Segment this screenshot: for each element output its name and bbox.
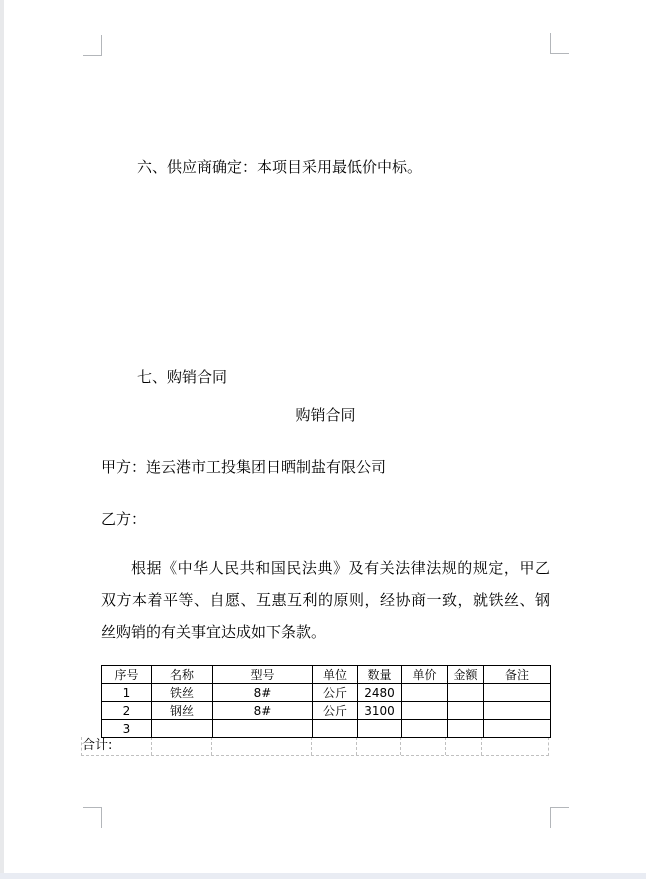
total-amount-cell[interactable]: [446, 737, 482, 755]
table-header-row: [102, 666, 551, 684]
margin-mark-top-left: [83, 35, 102, 56]
cell-unit-price[interactable]: [402, 684, 448, 702]
cell-name[interactable]: [152, 720, 213, 738]
total-unit-price-cell[interactable]: [401, 737, 447, 755]
cell-remarks[interactable]: [484, 702, 551, 720]
header-name[interactable]: 名称: [152, 666, 213, 684]
cell-model[interactable]: [213, 720, 313, 738]
header-quantity[interactable]: 数量: [358, 666, 402, 684]
total-remarks-cell[interactable]: [482, 737, 548, 755]
cell-amount[interactable]: [448, 702, 484, 720]
total-name-cell[interactable]: [152, 737, 213, 755]
cell-quantity[interactable]: [358, 720, 402, 738]
contract-title[interactable]: 购销合同: [295, 406, 356, 424]
header-unit-price[interactable]: 单价: [402, 666, 448, 684]
page-left-edge: [0, 0, 4, 879]
header-amount[interactable]: 金额: [448, 666, 484, 684]
cell-model[interactable]: 8#: [213, 702, 313, 720]
section-supplier-determination[interactable]: 六、供应商确定：本项目采用最低价中标。: [137, 158, 423, 176]
header-unit[interactable]: 单位: [313, 666, 358, 684]
cell-unit[interactable]: 公斤: [313, 702, 358, 720]
cell-amount[interactable]: [448, 720, 484, 738]
page-bottom-edge: [0, 873, 646, 879]
cell-unit-price[interactable]: [402, 720, 448, 738]
cell-remarks[interactable]: [484, 720, 551, 738]
section-contract-heading[interactable]: 七、购销合同: [137, 368, 228, 386]
cell-remarks[interactable]: [484, 684, 551, 702]
cell-quantity[interactable]: 3100: [358, 702, 402, 720]
cell-unit[interactable]: [313, 720, 358, 738]
cell-amount[interactable]: [448, 684, 484, 702]
cell-quantity[interactable]: 2480: [358, 684, 402, 702]
party-a-line[interactable]: 甲方：连云港市工投集团日晒制盐有限公司: [101, 458, 387, 476]
header-remarks[interactable]: 备注: [484, 666, 551, 684]
table-row: [102, 684, 551, 702]
margin-mark-bottom-right: [550, 807, 569, 828]
cell-unit-price[interactable]: [402, 702, 448, 720]
cell-index[interactable]: 1: [102, 684, 152, 702]
margin-mark-top-right: [550, 33, 569, 54]
total-quantity-cell[interactable]: [357, 737, 401, 755]
intro-paragraph[interactable]: 根据《中华人民共和国民法典》及有关法律法规的规定，甲乙双方本着平等、自愿、互惠互利的原则，经协商一致，就铁丝、钢丝购销的有关事宜达成如下条款。: [101, 559, 550, 641]
party-b-line[interactable]: 乙方：: [101, 510, 147, 528]
margin-mark-bottom-left: [83, 807, 102, 828]
cell-name[interactable]: 钢丝: [152, 702, 213, 720]
cell-name[interactable]: 铁丝: [152, 684, 213, 702]
table-row: [102, 702, 551, 720]
header-index[interactable]: 序号: [102, 666, 152, 684]
cell-index[interactable]: 2: [102, 702, 152, 720]
table-total-row: [81, 737, 549, 756]
table-row: [102, 720, 551, 738]
total-label[interactable]: 合计:: [82, 737, 152, 755]
cell-model[interactable]: 8#: [213, 684, 313, 702]
goods-table: [101, 665, 551, 738]
header-model[interactable]: 型号: [213, 666, 313, 684]
cell-index[interactable]: 3: [102, 720, 152, 738]
cell-unit[interactable]: 公斤: [313, 684, 358, 702]
total-unit-cell[interactable]: [312, 737, 357, 755]
total-model-cell[interactable]: [212, 737, 312, 755]
